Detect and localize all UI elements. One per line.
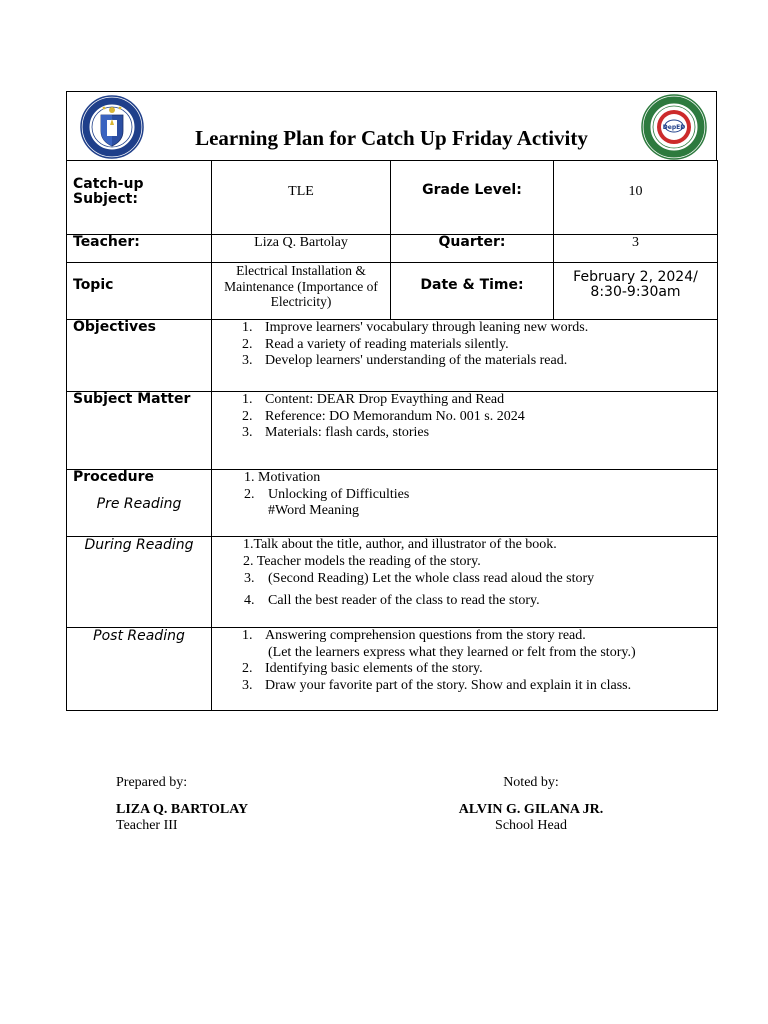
noted-by-label: Noted by: (503, 775, 559, 790)
grade-level-label: Grade Level: (391, 161, 554, 235)
objective-item: 1. Improve learners' vocabulary through leaning new words. (242, 320, 589, 335)
teacher-label: Teacher: (67, 235, 212, 263)
objectives-row (67, 320, 718, 392)
pre-reading-row (67, 470, 718, 537)
subject-row (67, 161, 718, 235)
objective-item: 3. Develop learners' understanding of the materials read. (242, 353, 568, 368)
during-reading-item: 1.Talk about the title, author, and illustrator of the book. (243, 537, 557, 552)
noted-by-block (458, 775, 604, 834)
subject-label: Catch-up Subject: (67, 161, 212, 235)
post-reading-item: 2. Identifying basic elements of the story. (242, 661, 483, 676)
prepared-by-block (116, 775, 248, 834)
topic-value: Electrical Installation & Maintenance (Importance of Electricity) (212, 263, 391, 320)
subject-matter-label: Subject Matter (67, 392, 212, 470)
prepared-by-name: LIZA Q. BARTOLAY (116, 802, 249, 817)
noted-by-name: ALVIN G. GILANA JR. (458, 802, 604, 817)
topic-row (67, 263, 718, 320)
pre-reading-label: Pre Reading (96, 496, 182, 512)
subject-matter-item: 3. Materials: flash cards, stories (242, 425, 430, 440)
post-reading-list (212, 628, 718, 711)
post-reading-item: 3. Draw your favorite part of the story. Show and explain it in class. (242, 677, 632, 693)
school-seal-center-text: DepED (662, 124, 686, 131)
prepared-by-title: Teacher III (116, 818, 178, 833)
procedure-label: Procedure (73, 469, 154, 485)
date-time-label: Date & Time: (391, 263, 554, 320)
document-header (66, 91, 717, 160)
subject-matter-row (67, 392, 718, 470)
pre-reading-item: 1. Motivation (244, 470, 321, 485)
teacher-row (67, 235, 718, 263)
during-reading-item: 2. Teacher models the reading of the story. (243, 553, 481, 569)
noted-by-title: School Head (495, 818, 567, 833)
teacher-value: Liza Q. Bartolay (212, 235, 391, 263)
subject-value: TLE (212, 161, 391, 235)
date-time-value (554, 263, 718, 320)
pre-reading-item: 2. Unlocking of Difficulties (244, 486, 410, 502)
pre-reading-item: #Word Meaning (268, 503, 360, 518)
during-reading-label: During Reading (67, 537, 212, 628)
post-reading-row (67, 628, 718, 711)
subject-matter-list (212, 392, 718, 470)
learning-plan-sheet (66, 91, 717, 711)
pre-reading-list (212, 470, 718, 537)
objectives-list (212, 320, 718, 392)
during-reading-row (67, 537, 718, 628)
prepared-by-label: Prepared by: (116, 775, 188, 790)
post-reading-label: Post Reading (67, 628, 212, 711)
post-reading-subitem: (Let the learners express what they learned or felt from the story.) (268, 644, 636, 660)
post-reading-item: 1. Answering comprehension questions from the story read. (242, 628, 586, 643)
subject-matter-item: 2. Reference: DO Memorandum No. 001 s. 2024 (242, 408, 525, 424)
quarter-value: 3 (554, 235, 718, 263)
time-text: 8:30-9:30am (590, 284, 681, 300)
during-reading-item: 3. (Second Reading) Let the whole class read aloud the story (244, 571, 595, 586)
grade-level-value: 10 (554, 161, 718, 235)
during-reading-item: 4. Call the best reader of the class to read the story. (244, 593, 540, 608)
date-text: February 2, 2024/ (573, 269, 698, 285)
objective-item: 2. Read a variety of reading materials silently. (242, 336, 509, 352)
learning-plan-table (66, 160, 718, 711)
quarter-label: Quarter: (391, 235, 554, 263)
during-reading-list (212, 537, 718, 628)
objectives-label: Objectives (67, 320, 212, 392)
topic-label: Topic (67, 263, 212, 320)
procedure-cell (67, 470, 212, 537)
subject-matter-item: 1. Content: DEAR Drop Evaything and Read (242, 392, 505, 407)
document-title: Learning Plan for Catch Up Friday Activity (195, 126, 588, 150)
